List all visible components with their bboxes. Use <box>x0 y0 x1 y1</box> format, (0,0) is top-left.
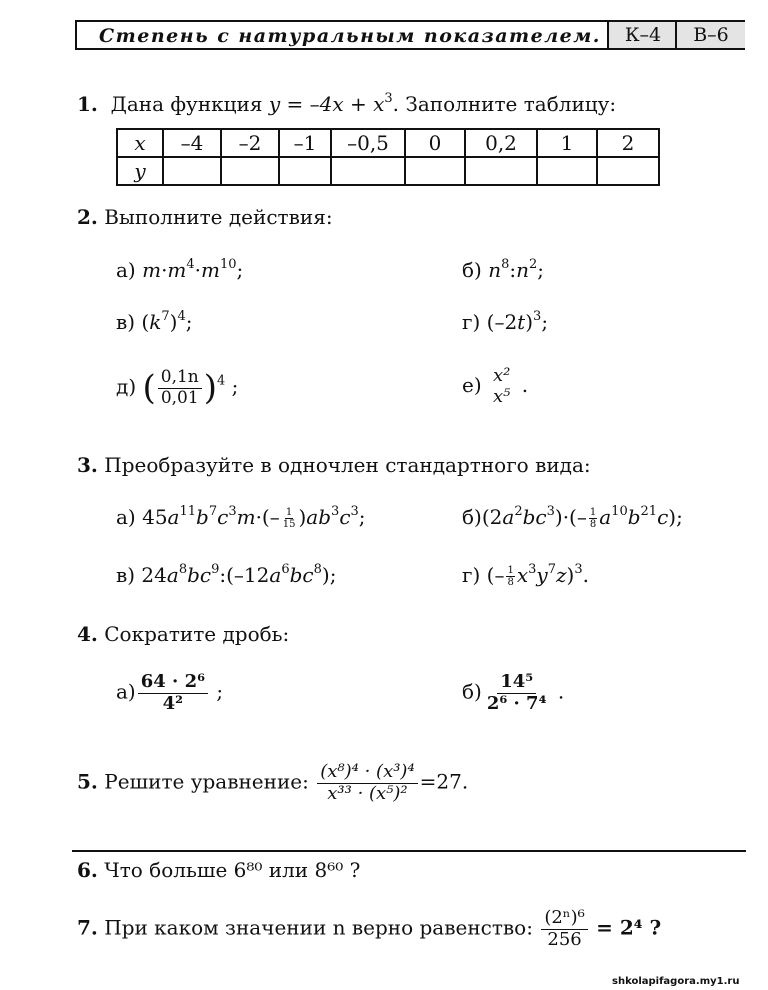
table-cell <box>597 157 659 185</box>
header-box <box>75 20 745 50</box>
table-cell: 1 <box>537 129 597 157</box>
table-cell <box>465 157 537 185</box>
problem-7-number: 7. <box>77 915 98 940</box>
problem-7-text: При каком значении n верно равенство: <box>104 915 533 940</box>
divider-line <box>72 850 746 852</box>
table-cell: 2 <box>597 129 659 157</box>
problem-2-text: Выполните действия: <box>104 205 333 229</box>
problem-1-number: 1. <box>77 92 98 116</box>
problem-3-number: 3. <box>77 453 98 477</box>
table-cell: –1 <box>279 129 331 157</box>
table-header-cell: y <box>117 157 163 185</box>
function-table <box>116 128 660 186</box>
table-cell <box>405 157 465 185</box>
problem-5: 5. Решите уравнение: $\frac{\text{(x⁸)⁴ · (x³)⁴}}{\text{x³³ · (x⁵)²}}$ =27. <box>77 761 469 804</box>
problem-6 <box>77 858 360 882</box>
table-cell: 0,2 <box>465 129 537 157</box>
problem-2b: б) $n^8:n^2$; <box>462 257 545 282</box>
table-header-cell: x <box>117 129 163 157</box>
table-cell <box>537 157 597 185</box>
table-cell <box>163 157 221 185</box>
variant-number: В–6 <box>675 22 745 48</box>
table-cell: 0 <box>405 129 465 157</box>
problem-4a: а) $\frac{\text{64 · 2⁶}}{\text{4²}}$ ; <box>116 671 224 714</box>
table-cell <box>221 157 279 185</box>
problem-4-number: 4. <box>77 622 98 646</box>
problem-3d: г) (– $\frac{1}{8}$ $x^3y^7z)^3$. <box>462 562 589 588</box>
problem-3-text: Преобразуйте в одночлен стандартного вида: <box>104 453 591 477</box>
table-row <box>117 157 659 185</box>
table-cell <box>331 157 405 185</box>
problem-7: 7. При каком значении n верно равенство: $\frac{\text{(2ⁿ)⁶}}{256}$ = 2⁴ ? <box>77 907 662 950</box>
problem-1-text: Дана функция $y = -4x + x^3$. Заполните таблицу: <box>110 91 617 116</box>
problem-4b: б) $\frac{\text{14⁵}}{\text{2⁶ · 7⁴}}$ . <box>462 671 565 714</box>
table-cell: –2 <box>221 129 279 157</box>
problem-2 <box>77 205 333 229</box>
problem-3c: в) $24a^8bc^9:(-12a^6bc^8)$; <box>116 562 337 587</box>
problem-3a: а) $45a^{11}b^7c^3m\cdot(-$ $\frac{1}{15}$ )$ab^3c^3$; <box>116 504 366 530</box>
problem-6-text: Что больше 6⁸⁰ или 8⁶⁰ ? <box>104 858 361 882</box>
table-cell <box>279 157 331 185</box>
problem-1 <box>77 92 616 116</box>
site-watermark: shkolapifagora.my1.ru <box>612 976 740 987</box>
problem-2-number: 2. <box>77 205 98 229</box>
problem-2e: д) ( $\frac{0,1n}{0,01}$ )$^4$ ; <box>116 367 239 409</box>
table-cell: –0,5 <box>331 129 405 157</box>
problem-5-text: Решите уравнение: <box>104 769 309 794</box>
problem-3b: $б)(2a^2bc^3)\cdot(-$ $\frac{1}{8}$ $a^{10}b^{21}c$); <box>462 504 683 530</box>
problem-2c: в) $(k^7)^4$; <box>116 309 193 334</box>
page-title: Степень с натуральным показателем. <box>99 25 601 47</box>
problem-3 <box>77 453 591 477</box>
problem-2d: г) $(-2t)^3$; <box>462 309 549 334</box>
problem-4-text: Сократите дробь: <box>104 622 290 646</box>
problem-2a: а) $m\cdot m^4\cdot m^{10}$; <box>116 257 244 282</box>
problem-5-number: 5. <box>77 769 98 794</box>
problem-4 <box>77 622 289 646</box>
problem-2f: е) x² x⁵ . <box>462 365 529 407</box>
problem-6-number: 6. <box>77 858 98 882</box>
table-cell: –4 <box>163 129 221 157</box>
table-row <box>117 129 659 157</box>
work-number: К–4 <box>607 22 677 48</box>
